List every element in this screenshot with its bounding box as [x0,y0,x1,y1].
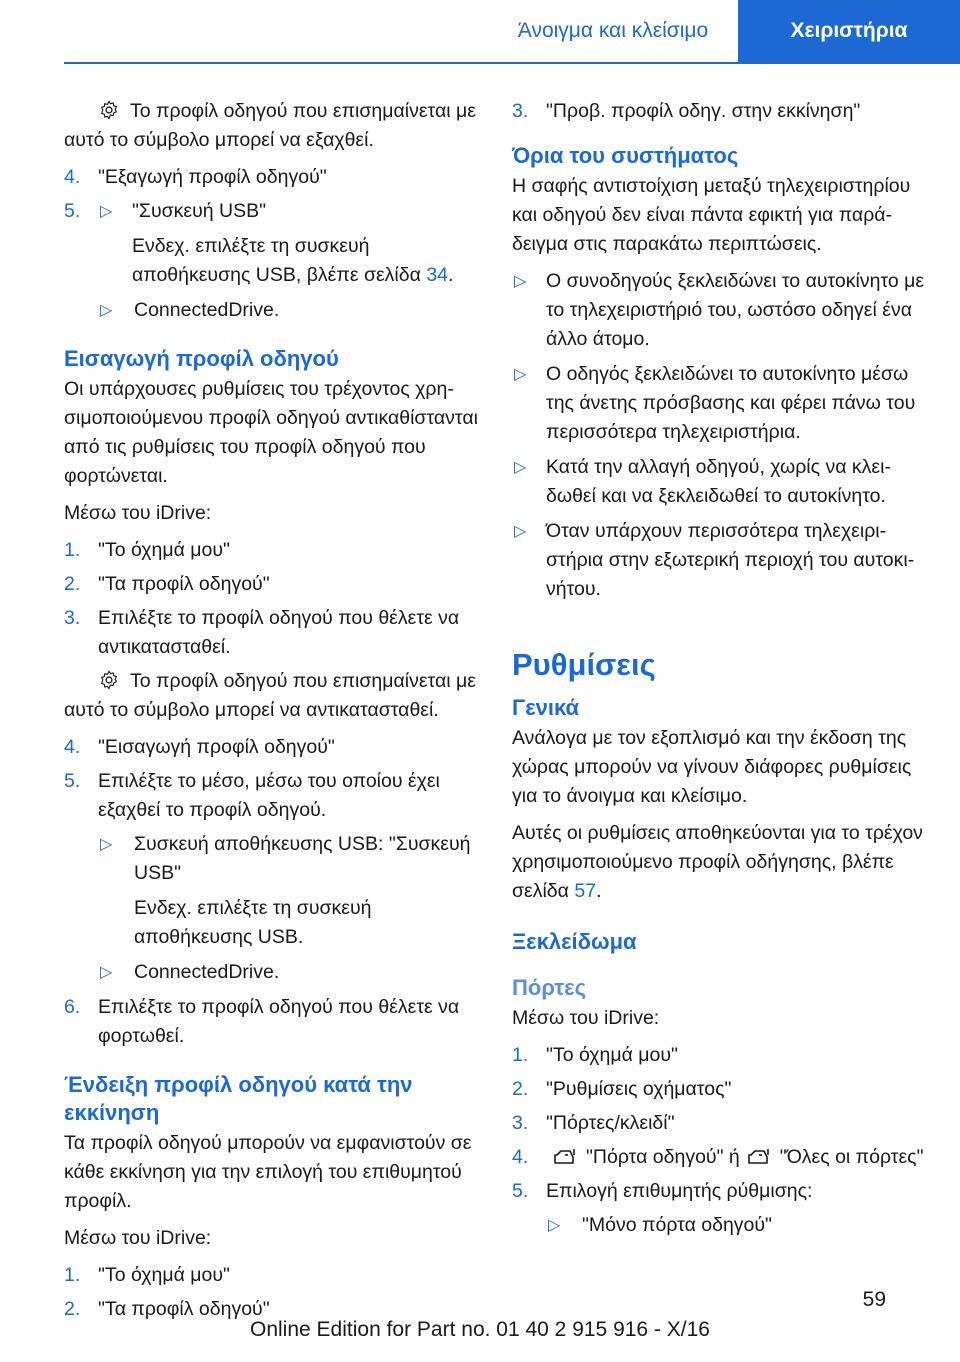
triangle-right-icon: ▷ [514,366,527,383]
heading-startup-display: Ένδειξη προφίλ οδηγού κατά την εκκίνηση [64,1072,413,1125]
item-text: "Ρυθμίσεις οχήματος" [546,1078,732,1100]
paragraph: Οι υπάρχουσες ρυθμίσεις του τρέχοντος χρησιμοποιούμενου προφίλ οδηγού αντικαθίστανται από τις ρυθμίσεις του προφίλ οδηγού που φορτώνεται. [64,378,478,487]
via-idrive: Μέσω του iDrive: [512,1007,660,1029]
item-number: 3. [512,1112,529,1134]
cont-text: Ενδεχ. επιλέξτε τη συσκευή αποθήκευσης USB, βλέπε σελίδα [132,235,427,286]
item-number: 2. [64,573,81,595]
bullet-text: ConnectedDrive. [134,299,280,321]
edition-note: Online Edition for Part no. 01 40 2 915 916 - X/16 [250,1318,710,1341]
triangle-right-icon: ▷ [100,302,113,319]
item-text: "Το όχημά μου" [546,1044,678,1066]
paragraph-settings-saved [512,819,932,906]
item-number: 1. [64,1264,81,1286]
list-item [64,1261,484,1290]
item-number: 4. [512,1146,529,1168]
chapter-tab: Χειριστήρια [738,0,960,62]
page-link[interactable]: 57 [574,880,597,902]
item-text: Επιλογή επιθυμητής ρύθμισης: [546,1180,813,1202]
item-number: 5. [512,1180,529,1202]
right-column [512,97,932,1246]
bullet-text: Συσκευή αποθήκευσης USB: "Συσκευή USB" [134,833,471,884]
bullet-text: Ο οδηγός ξεκλειδώνει το αυτοκίνητο μέσω της άνετης πρόσβασης και φέρει πάνω του περισσότερα τηλεχειριστήρια. [546,363,916,443]
list-item [512,1177,932,1206]
bullet-text: "Συσκευή USB" [132,200,267,222]
list-item [512,97,932,126]
triangle-right-icon: ▷ [100,203,113,220]
item-text: "Το όχημά μου" [98,1264,230,1286]
list-item [512,1143,932,1172]
item-number: 1. [512,1044,529,1066]
paragraph: Τα προφίλ οδηγού μπορούν να εμφανιστούν σε κάθε εκκίνηση για την επιλογή του επιθυμητού προφίλ. [64,1132,472,1212]
list-item [64,163,484,192]
item-text-2: "Όλες οι πόρτες" [779,1146,924,1168]
item-text: Επιλέξτε το μέσο, μέσω του οποίου έχει εξαχθεί το προφίλ οδηγού. [98,770,440,821]
via-idrive: Μέσω του iDrive: [64,502,212,524]
bullet-item [512,517,932,604]
item-number: 4. [64,166,81,188]
item-number: 4. [64,736,81,758]
item-text: "Τα προφίλ οδηγού" [98,573,270,595]
triangle-right-icon: ▷ [514,459,527,476]
bullet-item [512,360,932,447]
item-text: "Εξαγωγή προφίλ οδηγού" [98,166,327,188]
list-item [512,1109,932,1138]
item-text: "Εισαγωγή προφίλ οδηγού" [98,736,335,758]
bullet-item [64,296,484,325]
bullet-text: Κατά την αλλαγή οδηγού, χωρίς να κλειδωθεί και να ξεκλειδωθεί το αυτοκίνητο. [546,456,891,507]
item-text: "Το όχημά μου" [98,539,230,561]
para-post: . [596,880,602,902]
note-text: Το προφίλ οδηγού που επισημαίνεται με αυτό το σύμβολο μπορεί να αντικατασταθεί. [64,670,476,721]
list-item [64,767,484,825]
heading-unlocking: Ξεκλείδωμα [512,929,637,954]
note-text: Το προφίλ οδηγού που επισημαίνεται με αυτό το σύμβολο μπορεί να εξαχθεί. [64,100,476,151]
item-text: Επιλέξτε το προφίλ οδηγού που θέλετε να φορτωθεί. [98,996,460,1047]
item-number: 2. [512,1078,529,1100]
triangle-right-icon: ▷ [548,1217,561,1234]
bullet-continuation: Ενδεχ. επιλέξτε τη συσκευή αποθήκευσης USB. [134,897,372,948]
item-number: 2. [64,1298,81,1320]
triangle-right-icon: ▷ [514,523,527,540]
item-text: "Τα προφίλ οδηγού" [98,1298,270,1320]
gear-icon [98,669,120,691]
heading-import-profile: Εισαγωγή προφίλ οδηγού [64,346,339,371]
list-item [64,570,484,599]
triangle-right-icon: ▷ [100,836,113,853]
paragraph: Η σαφής αντιστοίχιση μεταξύ τηλεχειριστηρίου και οδηγού δεν είναι πάντα εφικτή για παράδειγμα στις παρακάτω περιπτώσεις. [512,175,911,255]
triangle-right-icon: ▷ [100,964,113,981]
item-number: 6. [64,996,81,1018]
list-item [64,733,484,762]
bullet-text: Ο συνοδηγούς ξεκλειδώνει το αυτοκίνητο με το τηλεχειριστήριό του, ωστόσο οδηγεί ένα άλλο άτομο. [546,270,925,350]
list-item [64,604,484,662]
triangle-right-icon: ▷ [514,273,527,290]
list-item [512,1075,932,1104]
car-door-icon [552,1146,578,1166]
bullet-continuation [132,232,484,290]
note-export [64,97,484,155]
item-text: "Πόρτα οδηγού" ή [586,1146,740,1168]
page-number: 59 [862,1288,886,1311]
gear-icon [98,99,120,121]
heading-system-limits: Όρια του συστήματος [512,143,739,168]
bullet-item [512,267,932,354]
page-header [0,0,960,62]
item-number: 3. [512,100,529,122]
title-settings: Ρυθμίσεις [512,647,656,682]
item-number: 5. [64,200,81,222]
para-text: Αυτές οι ρυθμίσεις αποθηκεύονται για το τρέχον χρησιμοποιούμενο προφίλ οδήγησης, βλέπε σελίδα [512,822,923,902]
item-text: "Προβ. προφίλ οδηγ. στην εκκίνηση" [546,100,861,122]
bullet-item [512,453,932,511]
bullet-item [64,830,484,952]
cont-post: . [448,264,454,286]
list-item [64,536,484,565]
bullet-text: "Μόνο πόρτα οδηγού" [582,1214,772,1236]
via-idrive: Μέσω του iDrive: [64,1227,212,1249]
list-item [512,1041,932,1070]
list-item [64,993,484,1051]
item-number: 3. [64,607,81,629]
bullet-text: Όταν υπάρχουν περισσότερα τηλεχειριστήρια στην εξωτερική περιοχή του αυτοκινήτου. [546,520,915,600]
left-column [64,97,484,1329]
item-text: Επιλέξτε το προφίλ οδηγού που θέλετε να αντικατασταθεί. [98,607,460,658]
list-item [64,197,484,290]
paragraph: Ανάλογα με τον εξοπλισμό και την έκδοση της χώρας μπορούν να γίνουν διάφορες ρυθμίσεις για το άνοιγμα και κλείσιμο. [512,727,912,807]
item-number: 5. [64,770,81,792]
page-link[interactable]: 34 [426,264,449,286]
item-text: "Πόρτες/κλειδί" [546,1112,675,1134]
note-replace [64,667,484,725]
item-number: 1. [64,539,81,561]
bullet-text: ConnectedDrive. [134,961,280,983]
car-doors-icon [746,1146,772,1166]
bullet-item [512,1211,932,1240]
section-title: Άνοιγμα και κλείσιμο [517,19,709,42]
bullet-item [64,958,484,987]
heading-doors: Πόρτες [512,975,587,1000]
header-rule [64,62,960,64]
heading-general: Γενικά [512,695,580,720]
bullet-item [98,197,484,290]
